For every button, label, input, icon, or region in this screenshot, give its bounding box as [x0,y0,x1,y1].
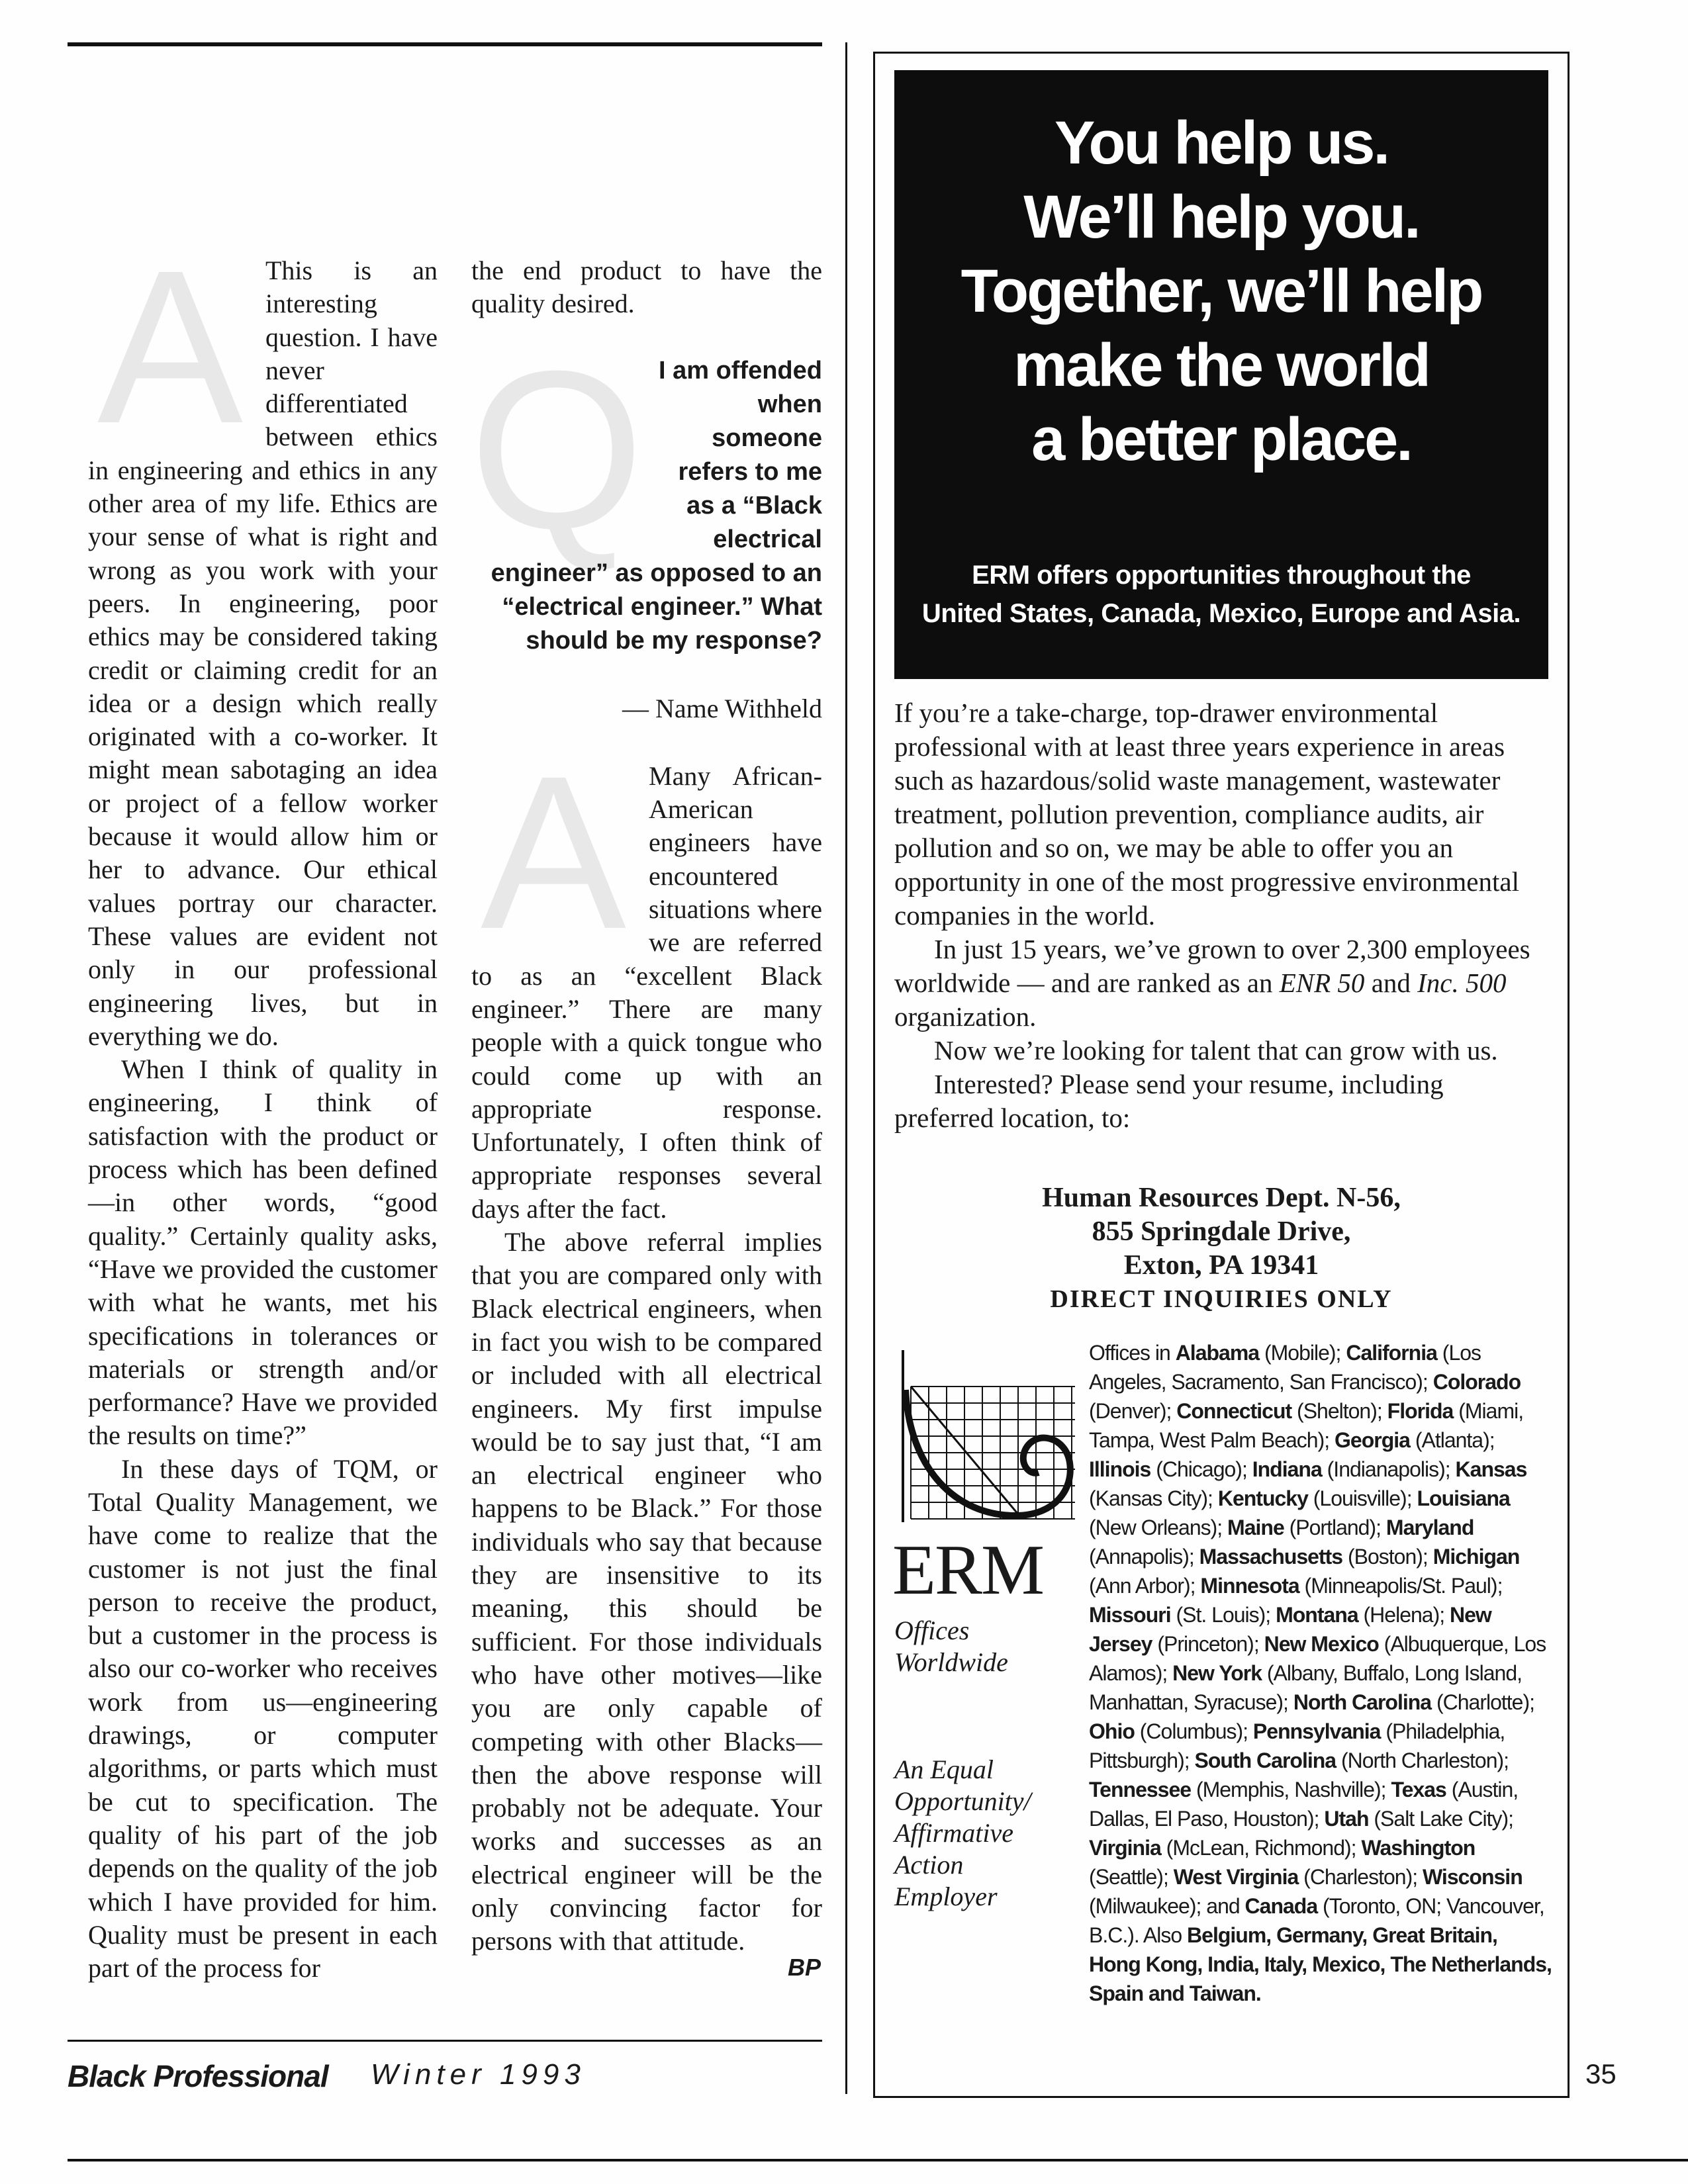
office-location-detail: (McLean, Richmond); [1160,1836,1362,1860]
enr-50-ranking: ENR 50 [1279,968,1365,998]
ad-body-text: In just 15 years, we’ve grown to over 2,300 employees worldwide — and are ranked as an [894,934,1530,998]
address-line: Exton, PA 19341 [1123,1250,1319,1281]
article-column-1 [88,224,438,1985]
answer-1-paragraph-1: This is an interesting question. I have never differentiated between ethics in engineering and ethics in any other area of my life. Ethics are your sense of what is right and wrong as you work with your peers. In engineering, poor ethics may be considered taking credit or claiming credit for an idea or a design which really originated with a co-worker. It might mean sabotaging an idea or project of a fellow worker because it would allow him or her to advance. Our ethical values portray our character. These values are evident not only in our professional engineering lives, but in everything we do. [88,255,438,1051]
office-location-detail: (Ann Arbor); [1089,1574,1201,1598]
office-location-name: Kentucky [1217,1486,1308,1510]
end-mark-logo: BP [788,1954,821,1981]
office-location-name: Wisconsin [1423,1865,1523,1889]
inc-500-ranking: Inc. 500 [1417,968,1507,998]
office-location-name: Montana [1276,1603,1358,1627]
office-location-detail: (Albuquerque, Los Alamos); [1089,1632,1546,1685]
ad-body-text: and [1364,968,1418,998]
ad-body-text: organization. [894,1001,1037,1032]
office-location-detail: Offices in [1089,1341,1176,1365]
office-location-detail: (Kansas City); [1089,1486,1218,1510]
office-location-detail: (Atlanta); [1409,1428,1495,1452]
office-location-detail: (Louisville); [1307,1486,1417,1510]
ad-subheadline [894,556,1548,633]
answer-1-continued: the end product to have the quality desired. [471,255,822,319]
answer-2-paragraph-1: Many African-American engineers have encountered situations where we are referred to as an “excellent Black engineer.” There are many people with a quick tongue who could come up with an appropriate response. Unfortunately, I often think of appropriate responses several days after the fact. [471,760,822,1224]
office-location-detail: (Philadelphia, Pittsburgh); [1089,1719,1505,1772]
office-location-detail: (Denver); [1089,1399,1177,1423]
tagline-line: Worldwide [894,1647,1008,1677]
office-location-name: West Virginia [1173,1865,1299,1889]
eoe-line: Opportunity/ [894,1786,1031,1816]
address-line: 855 Springdale Drive, [1092,1216,1351,1247]
office-location-name: New York [1172,1661,1262,1685]
office-location-name: Utah [1324,1807,1369,1831]
ad-body [894,696,1536,1135]
office-location-detail: (St. Louis); [1170,1603,1276,1627]
ad-subheadline-line: ERM offers opportunities throughout the [972,561,1471,590]
office-location-detail: (Mobile); [1259,1341,1346,1365]
ad-headline-line: a better place. [1031,406,1411,473]
offices-worldwide-tagline [894,1615,1008,1678]
office-location-detail: (Toronto, ON; Vancouver, B.C.). Also [1089,1894,1544,1947]
office-location-name: Colorado [1432,1370,1521,1394]
office-location-name: Illinois [1089,1457,1151,1481]
page-bottom-rule [68,2159,1688,2161]
ad-headline-line: We’ll help you. [1023,183,1419,251]
office-location-name: Missouri [1089,1603,1171,1627]
office-location-name: Florida [1387,1399,1454,1423]
office-location-name: Maine [1227,1516,1284,1539]
eoe-line: Affirmative [894,1818,1013,1848]
answer-1-paragraph-2: When I think of quality in engineering, I think of satisfaction with the product or process which has been defined—in other words, “good quality.” Certainly quality asks, “Have we provided the customer with what he wants, met his specifications in tolerances or materials or strength and/or performance? Have we provided the results on time?” [88,1054,438,1451]
office-location-detail: (Annapolis); [1089,1545,1199,1569]
issue-date: Winter 1993 [371,2058,586,2091]
ad-body-paragraph-2 [894,933,1536,1034]
office-location-detail: (Princeton); [1152,1632,1264,1656]
office-location-detail: (Portland); [1284,1516,1386,1539]
office-location-name: North Carolina [1293,1690,1432,1714]
ad-headline-line: You help us. [1054,109,1389,177]
tagline-line: Offices [894,1615,970,1645]
top-rule [68,42,822,46]
office-location-detail: (Albany, Buffalo, Long Island, Manhattan, Syracuse); [1089,1661,1522,1714]
office-location-detail: (Chicago); [1150,1457,1252,1481]
ad-headline-line: make the world [1013,332,1429,399]
equal-opportunity-statement [894,1754,1031,1913]
page-number: 35 [1585,2058,1617,2089]
office-location-detail: (Shelton); [1291,1399,1387,1423]
article-column-2 [471,254,822,1958]
direct-inquiries-notice: DIRECT INQUIRIES ONLY [1050,1285,1393,1313]
office-location-name: Virginia [1089,1836,1161,1860]
office-location-detail: (Miami, Tampa, West Palm Beach); [1089,1399,1524,1452]
ad-subheadline-line: United States, Canada, Mexico, Europe and Asia. [921,599,1521,628]
mailing-address [894,1181,1548,1316]
erm-logo-wordmark: ERM [892,1531,1044,1610]
office-location-name: New Mexico [1264,1632,1379,1656]
office-location-name: Washington [1361,1836,1476,1860]
answer-2-dropcap: A [480,729,627,974]
office-location-name: Louisiana [1417,1486,1510,1510]
office-location-detail: (Helena); [1358,1603,1450,1627]
office-location-detail: (North Charleston); [1336,1749,1509,1772]
ad-body-paragraph-3: Now we’re looking for talent that can grow with us. [934,1035,1498,1066]
office-location-detail: (Salt Lake City); [1368,1807,1514,1831]
question-byline: — Name Withheld [622,693,822,723]
office-location-name: Belgium, Germany, Great Britain, Hong Kong, India, Italy, Mexico, The Netherlands, Spain and Taiwan. [1089,1923,1552,2005]
office-location-name: Minnesota [1200,1574,1299,1598]
magazine-title: Black Professional [68,2059,328,2093]
office-location-detail: (Minneapolis/St. Paul); [1299,1574,1503,1598]
answer-1-paragraph-3: In these days of TQM, or Total Quality Management, we have come to realize that the customer is not just the final person to receive the product, but a customer in the process is also our co-worker who receives work from us—engineering drawings, or computer algorithms, or parts which must be cut to specification. The quality of his part of the job depends on the quality of the job which I have provided for him. Quality must be present in each part of the process for [88,1453,438,1983]
office-location-name: Pennsylvania [1252,1719,1381,1743]
answer-dropcap: A [97,224,244,469]
office-locations-list [1089,1338,1552,2008]
ad-body-paragraph-4: Interested? Please send your resume, including preferred location, to: [894,1069,1444,1133]
office-location-name: Connecticut [1176,1399,1292,1423]
office-location-name: New Jersey [1089,1603,1491,1656]
office-location-detail: (Charleston); [1298,1865,1423,1889]
office-location-name: Georgia [1335,1428,1410,1452]
office-location-name: Alabama [1175,1341,1260,1365]
question-text: I am offended when someone refers to me as a “Black electrical engineer” as opposed to an “electrical engineer.” What should be my response? [491,356,822,655]
office-location-name: Tennessee [1089,1778,1192,1801]
office-location-name: Massachusetts [1199,1545,1343,1569]
office-location-name: California [1346,1341,1437,1365]
office-location-name: Ohio [1089,1719,1135,1743]
office-location-detail: (Boston); [1342,1545,1433,1569]
office-location-name: Maryland [1385,1516,1474,1539]
erm-logo-icon [896,1350,1082,1529]
office-location-detail: (Milwaukee); and [1089,1894,1245,1918]
ad-headline [894,106,1548,477]
eoe-line: Employer [894,1882,998,1911]
office-location-detail: (Columbus); [1134,1719,1253,1743]
eoe-line: An Equal [894,1754,994,1784]
office-location-name: South Carolina [1194,1749,1336,1772]
office-location-detail: (Indianapolis); [1321,1457,1456,1481]
question-dropcap: Q [469,324,645,576]
office-location-detail: (Memphis, Nashville); [1191,1778,1391,1801]
question-block [469,324,822,658]
answer-2-paragraph-2: The above referral implies that you are compared only with Black electrical engineers, when in fact you wish to be compared or included with all electrical engineers. My first impulse would be to say just that, “I am an electrical engineer who happens to be Black.” For those individuals who say that because they are insensitive to its meaning, this should be sufficient. For those individuals who have other motives—like you are only capable of competing with other Blacks—then the above response will probably not be adequate. Your works and successes as an electrical engineer will be the only convincing factor for persons with that attitude. [471,1227,822,1956]
column-divider [845,42,847,2094]
office-location-detail: (Seattle); [1089,1865,1174,1889]
office-location-name: Michigan [1432,1545,1520,1569]
eoe-line: Action [894,1850,964,1880]
office-location-detail: (New Orleans); [1089,1516,1228,1539]
office-location-name: Canada [1244,1894,1318,1918]
office-location-detail: (Austin, Dallas, El Paso, Houston); [1089,1778,1519,1831]
office-location-name: Indiana [1252,1457,1322,1481]
office-location-detail: (Los Angeles, Sacramento, San Francisco); [1089,1341,1481,1394]
grid-lines [911,1387,1075,1519]
ad-headline-line: Together, we’ll help [961,257,1482,325]
office-location-name: Kansas [1455,1457,1527,1481]
ad-body-paragraph-1: If you’re a take-charge, top-drawer environmental professional with at least three years experience in areas such as hazardous/solid waste management, wastewater treatment, pollution prevention, compliance audits, air pollution and so on, we may be able to offer you an opportunity in one of the most progressive environmental companies in the world. [894,698,1519,931]
address-line: Human Resources Dept. N-56, [1042,1183,1401,1213]
office-location-detail: (Charlotte); [1431,1690,1534,1714]
office-location-name: Texas [1391,1778,1446,1801]
bottom-rule [68,2040,822,2042]
